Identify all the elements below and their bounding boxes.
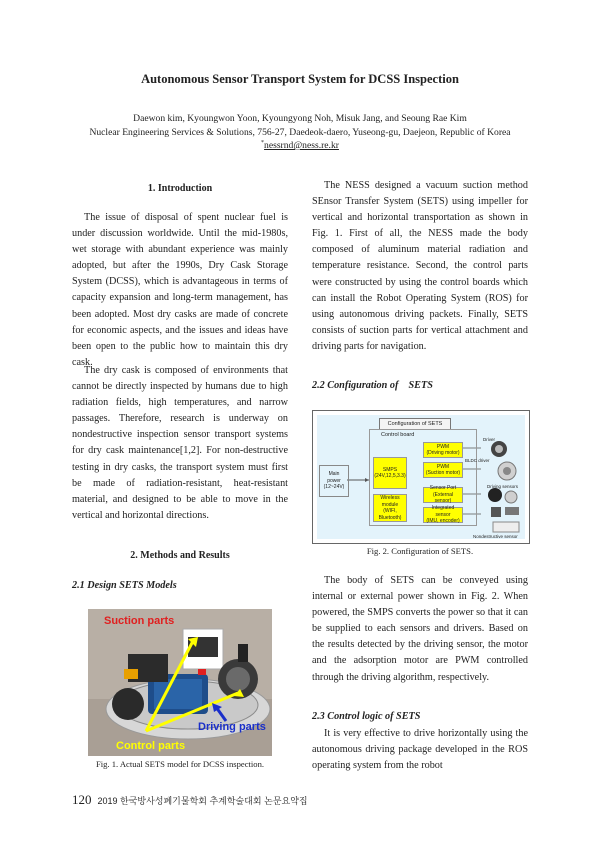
pwm-suction-box [423,462,463,478]
journal-name: 2019 한국방사성폐기물학회 추계학술대회 논문요약집 [97,796,308,806]
email-mark: * [261,140,265,146]
sensor-port-box [423,487,463,503]
subsection-2-1-heading: 2.1 Design SETS Models [72,580,177,591]
author-list: Daewon kim, Kyoungwon Yoon, Kyoungyong Noh, Misuk Jang, and Seoung Rae Kim [133,113,467,124]
main-power-line-3: (12~24V) [323,484,345,491]
wireless-label-1: Wireless [380,495,400,501]
affiliation: Nuclear Engineering Services & Solutions, 756-27, Daedeok-daero, Yuseong-gu, Daejeon, Republic of Korea [89,127,511,138]
page-footer [72,792,308,808]
sensor-port-label: Sensor Port [429,485,457,492]
wireless-label-2: module [381,501,399,508]
integrated-sensor-detail: (IMU, encoder) [426,518,460,525]
intro-paragraph-1: The issue of disposal of spent nuclear fuel is under discussion worldwide. Until the mid-1980s, wet storage with abundant experience was mainly adopted, but after the 1990s, Dry Cask Storage System (DCSS), which is advantageous in terms of capacity expansion and long-term management, has been adopted. Most dry casks are made of concrete for economic aspects, and the issues and ideas have been open to the public how to maintain this dry cask. [72,212,288,368]
methods-heading: 2. Methods and Results [130,550,230,561]
intro-paragraph-2: The dry cask is composed of environments that cannot be directly inspected by humans due to high radiation fields, high temperatures, and narrow passages. Therefore, research is underway on nondestructive inspection sensor transport systems for dry cask maintenance[1,2]. For non-destructive testing in dry casks, the transport system must first be made of radiation-resistant, heat-resistant material, and designed to be able to move in the vertical and horizontal directions. [72,365,288,521]
main-power-line-2: power [327,477,341,484]
control-parts-label: Control parts [116,740,186,752]
wireless-module-box [373,494,407,522]
contact-email [0,140,600,151]
driving-parts-label: Driving parts [198,721,266,733]
pwm-suction-label: PWM [436,463,450,470]
smps-label: SMPS [382,466,398,473]
subsection-2-3-heading: 2.3 Control logic of SETS [312,711,421,722]
suction-parts-label: Suction parts [104,615,175,627]
page-number: 120 [72,792,92,807]
right-paragraph-3: It is very effective to drive horizontally using the autonomous driving package developed in the ROS operating system from the robot [312,728,528,772]
email-link[interactable]: nessrnd@ness.re.kr [264,140,339,152]
main-power-box [319,465,349,497]
smps-box [373,457,407,489]
subsection-2-2-heading: 2.2 Configuration of SETS [312,380,433,391]
fig1-caption: Fig. 1. Actual SETS model for DCSS inspection. [95,759,265,769]
integrated-sensor-box [423,507,463,523]
driving-sensors-label: Driving sensors [487,484,519,489]
fig2-configuration-diagram [312,410,530,544]
paper-title: Autonomous Sensor Transport System for DCSS Inspection [141,72,459,86]
diagram-title: Configuration of SETS [379,418,451,430]
introduction-heading: 1. Introduction [147,183,213,194]
sensor-port-detail: (External sensor) [432,491,453,505]
control-board-label: Control board [381,432,415,438]
main-power-line-1: Main [328,471,340,478]
wireless-detail: (WIFI, Bluetooth) [378,508,402,521]
pwm-suction-detail: (Suction motor) [425,470,461,476]
robot-illustration [88,609,272,756]
right-paragraph-2: The body of SETS can be conveyed using internal or external power shown in Fig. 2. When powered, the SMPS converts the power so that it can be supplied to each sensors and drivers. Based on the results detected by the driving sensor, the motor and the adsorption motor are PWM controlled through the driving algorithm, respectively. [312,575,528,683]
pwm-driving-label: PWM [436,443,450,450]
pwm-driving-box [423,442,463,458]
pwm-driving-detail: (Driving motor) [426,450,460,456]
nondestructive-sensor-label: Nondestructive sensor [473,534,518,539]
fig2-caption: Fig. 2. Configuration of SETS. [366,546,474,556]
driver-label: Driver [483,437,495,442]
bldc-driver-label: BLDC driver [465,458,490,463]
integrated-sensor-label: Integrated sensor [431,505,455,518]
right-paragraph-1: The NESS designed a vacuum suction method SEnsor Transfer System (SETS) using impeller for vertical and horizontal transportation as shown in Fig. 1. First of all, the NESS made the body composed of aluminum material radiation and temperature resistance. Second, the control parts were constructed by using the control boards which can install the Robot Operating System (ROS) for using autonomous driving packets. Finally, SETS consists of suction parts for vertical attachment and driving parts for navigation. [312,180,528,352]
fig1-robot-photo [88,609,272,756]
smps-detail: (24V,12,5,3.3) [374,473,406,479]
